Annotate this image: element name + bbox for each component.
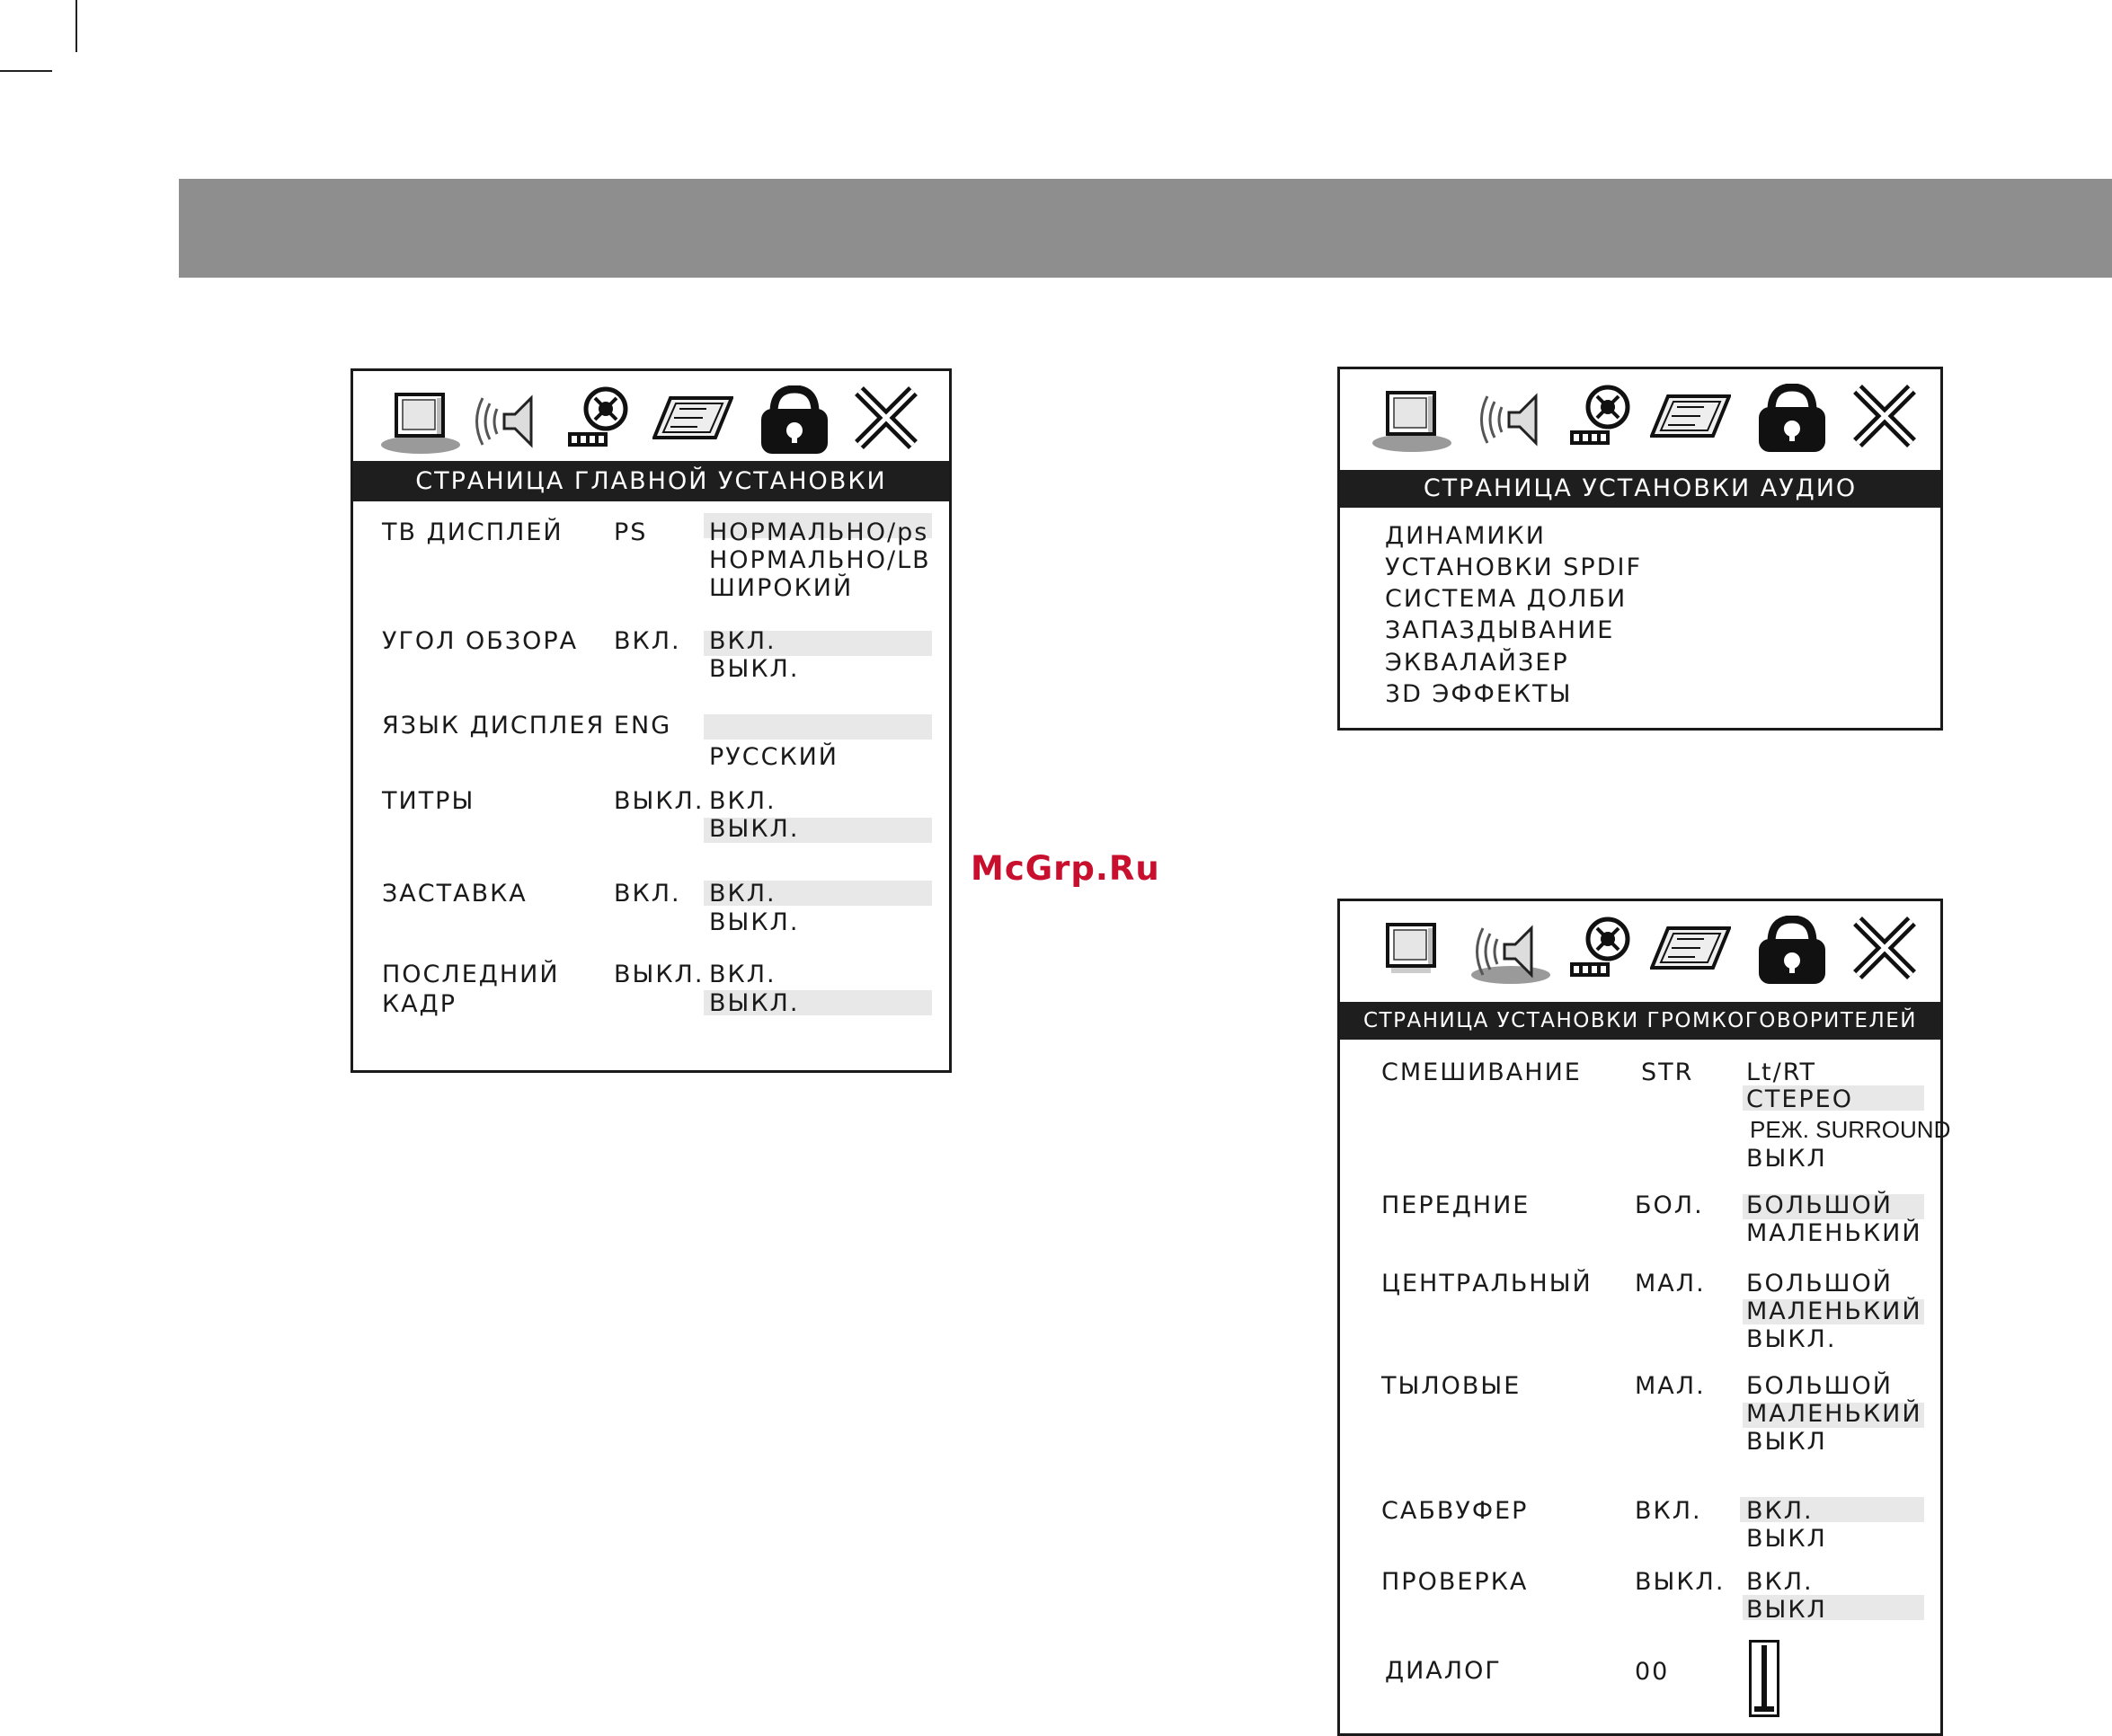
row-label: СМЕШИВАНИЕ: [1381, 1058, 1582, 1086]
option-item[interactable]: ШИРОКИЙ: [709, 574, 854, 602]
menu-item[interactable]: 3D ЭФФЕКТЫ: [1385, 680, 1573, 708]
option-item[interactable]: СТЕРЕО: [1746, 1085, 1853, 1113]
row-value: МАЛ.: [1635, 1372, 1706, 1400]
tv-icon[interactable]: [1371, 384, 1452, 456]
row-label: ЯЗЫК ДИСПЛЕЯ: [382, 712, 606, 740]
film-reel-icon[interactable]: [1565, 384, 1646, 456]
option-item[interactable]: НОРМАЛЬНО/LB: [709, 546, 931, 574]
row-label: КАДР: [382, 990, 457, 1018]
crop-mark-vertical: [75, 0, 77, 52]
option-item[interactable]: ВЫКЛ.: [709, 908, 800, 936]
selected-option-highlight: [704, 714, 932, 740]
option-item[interactable]: ВКЛ.: [709, 627, 776, 655]
row-label: ЗАСТАВКА: [382, 880, 528, 908]
option-item[interactable]: РЕЖ. SURROUND: [1750, 1116, 1951, 1143]
menu-item[interactable]: СИСТЕМА ДОЛБИ: [1385, 585, 1628, 613]
row-label: ТИТРЫ: [382, 787, 475, 815]
row-value: ВКЛ.: [614, 627, 681, 655]
row-value: МАЛ.: [1635, 1270, 1706, 1298]
lock-icon[interactable]: [754, 385, 835, 457]
option-item[interactable]: МАЛЕНЬКИЙ: [1746, 1298, 1922, 1325]
row-value: БОЛ.: [1635, 1191, 1704, 1219]
option-item[interactable]: ВЫКЛ.: [709, 655, 800, 683]
lock-icon[interactable]: [1752, 384, 1832, 456]
option-item[interactable]: ВЫКЛ: [1746, 1428, 1827, 1456]
icon-bar: [1340, 901, 1940, 991]
row-value: ВЫКЛ.: [614, 787, 705, 815]
audio-setup-panel: [1337, 367, 1943, 731]
lock-icon[interactable]: [1752, 916, 1832, 988]
disc-icon[interactable]: [652, 385, 733, 457]
tv-icon[interactable]: [380, 385, 461, 457]
row-label: ЦЕНТРАЛЬНЫЙ: [1381, 1270, 1593, 1298]
row-label: ТВ ДИСПЛЕЙ: [382, 518, 563, 546]
row-value: ВЫКЛ.: [614, 961, 705, 988]
option-item[interactable]: ВКЛ.: [709, 961, 776, 988]
row-value: ВЫКЛ.: [1635, 1568, 1726, 1596]
menu-item[interactable]: ДИНАМИКИ: [1385, 522, 1546, 550]
row-label: ПОСЛЕДНИЙ: [382, 961, 560, 988]
page-title: СТРАНИЦА ГЛАВНОЙ УСТАНОВКИ: [353, 461, 949, 501]
film-reel-icon[interactable]: [563, 385, 643, 457]
menu-item[interactable]: ЗАПАЗДЫВАНИЕ: [1385, 616, 1615, 644]
speaker-icon[interactable]: [1475, 384, 1556, 456]
option-item[interactable]: БОЛЬШОЙ: [1746, 1191, 1893, 1219]
row-value: ВКЛ.: [614, 880, 681, 908]
option-item[interactable]: ВЫКЛ: [1746, 1145, 1827, 1173]
row-label: ПЕРЕДНИЕ: [1381, 1191, 1531, 1219]
option-item[interactable]: ВЫКЛ.: [709, 815, 800, 843]
speaker-setup-panel: [1337, 899, 1951, 1736]
row-label: УГОЛ ОБЗОРА: [382, 627, 579, 655]
page-title: СТРАНИЦА УСТАНОВКИ АУДИО: [1340, 470, 1940, 508]
option-item[interactable]: ВКЛ.: [709, 787, 776, 815]
row-label: ДИАЛОГ: [1385, 1657, 1502, 1685]
option-item[interactable]: Lt/RT: [1746, 1058, 1817, 1086]
option-item[interactable]: ВЫКЛ.: [709, 989, 800, 1017]
row-value: ENG: [614, 712, 672, 740]
menu-item[interactable]: УСТАНОВКИ SPDIF: [1385, 554, 1642, 581]
icon-bar: [1340, 369, 1940, 459]
watermark: McGrp.Ru: [971, 849, 1160, 888]
option-item[interactable]: ВЫКЛ.: [1746, 1325, 1837, 1353]
option-item[interactable]: НОРМАЛЬНО/ps: [709, 518, 929, 546]
header-band: [179, 179, 2112, 278]
tv-icon[interactable]: [1371, 916, 1452, 988]
option-item[interactable]: ВЫКЛ: [1746, 1596, 1827, 1624]
icon-bar: [353, 371, 949, 461]
option-item[interactable]: РУССКИЙ: [709, 743, 839, 771]
speaker-icon[interactable]: [1470, 916, 1551, 988]
page-title: СТРАНИЦА УСТАНОВКИ ГРОМКОГОВОРИТЕЛЕЙ: [1340, 1002, 1940, 1040]
row-label: ТЫЛОВЫЕ: [1381, 1372, 1522, 1400]
close-icon[interactable]: [1849, 916, 1930, 988]
close-icon[interactable]: [1849, 384, 1930, 456]
option-item[interactable]: ВКЛ.: [1746, 1497, 1814, 1525]
main-setup-panel: [351, 368, 952, 1073]
row-value: STR: [1641, 1058, 1694, 1086]
row-label: ПРОВЕРКА: [1381, 1568, 1529, 1596]
row-value: PS: [614, 518, 648, 546]
option-item[interactable]: ВКЛ.: [1746, 1568, 1814, 1596]
menu-item[interactable]: ЭКВАЛАЙЗЕР: [1385, 649, 1569, 677]
dialog-level-slider[interactable]: [1749, 1640, 1779, 1717]
option-item[interactable]: МАЛЕНЬКИЙ: [1746, 1400, 1922, 1428]
option-item[interactable]: МАЛЕНЬКИЙ: [1746, 1219, 1922, 1247]
speaker-icon[interactable]: [470, 385, 551, 457]
option-item[interactable]: БОЛЬШОЙ: [1746, 1270, 1893, 1298]
option-item[interactable]: ВЫКЛ: [1746, 1525, 1827, 1553]
film-reel-icon[interactable]: [1565, 916, 1646, 988]
close-icon[interactable]: [850, 385, 931, 457]
row-label: САБВУФЕР: [1381, 1497, 1529, 1525]
disc-icon[interactable]: [1650, 384, 1731, 456]
row-value: ВКЛ.: [1635, 1497, 1702, 1525]
option-item[interactable]: ВКЛ.: [709, 880, 776, 908]
row-value: 00: [1635, 1658, 1670, 1686]
crop-mark-horizontal: [0, 70, 52, 72]
disc-icon[interactable]: [1650, 916, 1731, 988]
option-item[interactable]: БОЛЬШОЙ: [1746, 1372, 1893, 1400]
